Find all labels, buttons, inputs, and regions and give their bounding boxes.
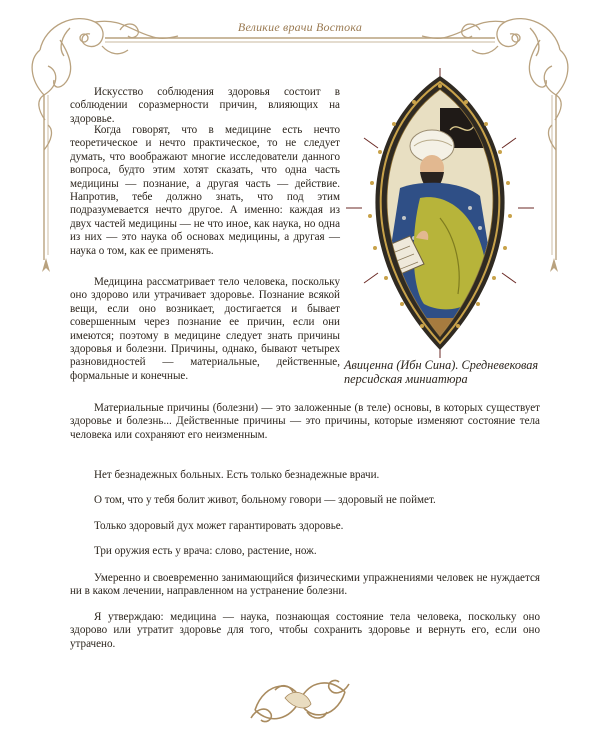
paragraph-3: Медицина рассматривает тело человека, поскольку оно здорово или утрачивает здоровье. Познание всякой вещи, если оно возникает, достигается и бывает совершенным через познание ее причин, если они имеются; поэтому в медицине следует знать причины здоровья и болезни. Причины, однако, бывают четырех разновидностей — материальные, действенные, формальные и конечные. — [70, 276, 340, 382]
paragraph-2: Когда говорят, что в медицине есть нечто теоретическое и нечто практическое, то не следует думать, что воображают многие исследователи данного вопроса, будто этим хотят сказать, что одна часть медицины — познание, а другая часть — действие. Напротив, тебе должно знать, что под этим подразумевается нечто другое. А именно: каждая из двух частей медицины — не что иное, как наука, но одна из них — это наука об основах медицины, а другая — наука о том, как ее применять. — [70, 124, 340, 257]
running-header: Великие врачи Востока — [237, 20, 363, 34]
paragraph-6: О том, что у тебя болит живот, больному говори — здоровый не поймет. — [94, 494, 436, 506]
paragraph-9: Умеренно и своевременно занимающийся физическими упражнениями человек не нуждается ни в каком лечении, направленном на устранение болезни. — [70, 572, 540, 598]
paragraph-5: Нет безнадежных больных. Есть только безнадежные врачи. — [94, 469, 380, 481]
paragraph-4: Материальные причины (болезни) — это заложенные (в теле) основы, в которых существует здоровье и болезнь... Действенные причины — это причины, которые изменяют состояние тела человека или сохраняют его неизменным. — [70, 402, 540, 441]
bottom-flourish-ornament — [245, 670, 355, 732]
paragraph-1: Искусство соблюдения здоровья состоит в соблюдении соразмерности причин, влияющих на здоровье. — [70, 86, 340, 125]
miniature-caption: Авиценна (Ибн Сина). Средневековая персидская миниатюра — [344, 358, 539, 386]
paragraph-10: Я утверждаю: медицина — наука, познающая состояние тела человека, поскольку оно здорово или утратит здоровье для того, чтобы сохранить здоровье и вернуть его, если оно утрачено. — [70, 611, 540, 650]
avicenna-miniature — [340, 68, 540, 358]
paragraph-7: Только здоровый дух может гарантировать здоровье. — [94, 520, 344, 532]
paragraph-8: Три оружия есть у врача: слово, растение, нож. — [94, 545, 317, 557]
miniature-scene — [340, 68, 540, 358]
